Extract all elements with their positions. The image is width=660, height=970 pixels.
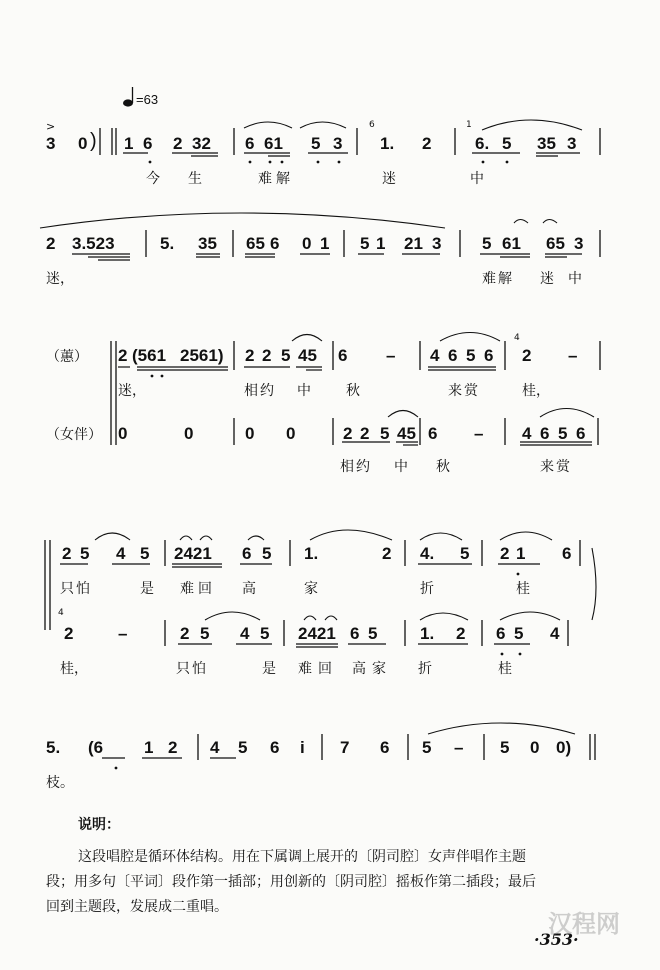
note: 45 [397, 424, 416, 443]
note: 2561) [180, 346, 224, 365]
lyric: 秋 [346, 383, 360, 399]
grace-note: 4 [514, 333, 520, 343]
note: 2 [46, 234, 56, 253]
note: 1 [124, 134, 134, 153]
note: 2 [456, 624, 466, 643]
lyric: 折 [418, 661, 432, 677]
lyric: 难回 [180, 581, 216, 597]
note: 6 [380, 738, 390, 757]
note: 6 [562, 544, 572, 563]
note: 6 [338, 346, 348, 365]
note: 3 [333, 134, 343, 153]
note: (6 [88, 738, 104, 757]
lyric: 难解 [258, 171, 294, 187]
lyric: 相约 [244, 383, 276, 399]
note: 5 [380, 424, 390, 443]
note: 2 [422, 134, 432, 153]
lyric: 秋 [436, 459, 450, 475]
lyric: 桂， [522, 383, 550, 399]
lyric: 家 [304, 581, 318, 597]
note: 6 [484, 346, 494, 365]
note: 4 [116, 544, 126, 563]
note: 2 [500, 544, 510, 563]
note: 2421 [298, 624, 336, 643]
lyric: 桂 [498, 661, 512, 677]
note: 5 [80, 544, 90, 563]
note: 5 [260, 624, 270, 643]
lyric: 迷 [382, 171, 396, 187]
note: 5 [482, 234, 492, 253]
note: 4 [550, 624, 560, 643]
note: 5 [466, 346, 476, 365]
note: 1 [320, 234, 330, 253]
note: 6 [270, 738, 280, 757]
note: 4 [210, 738, 220, 757]
note: 1 [376, 234, 386, 253]
note: 6 [245, 134, 255, 153]
note: 6 [242, 544, 252, 563]
note: 5 [500, 738, 510, 757]
paren-close: ) [90, 130, 97, 152]
note: 5 [262, 544, 272, 563]
note: 0 [302, 234, 312, 253]
note: (561 [132, 346, 167, 365]
note: 2 [168, 738, 178, 757]
note: 5 [502, 134, 512, 153]
note: 5. [46, 738, 61, 757]
note: 5 [368, 624, 378, 643]
note: 6 [576, 424, 586, 443]
lyric: 只怕 [60, 581, 92, 597]
note: 5 [140, 544, 150, 563]
note: 35 [537, 134, 556, 153]
lyric: 只怕 [176, 661, 208, 677]
notes-line-3: 回到主题段，发展成二重唱。 [46, 899, 228, 915]
note: 6. [475, 134, 490, 153]
note: 2 [343, 424, 353, 443]
note: 61 [264, 134, 283, 153]
note: 45 [298, 346, 317, 365]
note: 3 [567, 134, 577, 153]
note: 5 [460, 544, 470, 563]
note: 2 [118, 346, 128, 365]
lyric: 桂 [516, 581, 530, 597]
note: 6 [350, 624, 360, 643]
note: 5 [558, 424, 568, 443]
note: 0 [245, 424, 255, 443]
note: 1. [380, 134, 395, 153]
note: 5 [281, 346, 291, 365]
note: 35 [198, 234, 217, 253]
note: 0 [78, 134, 88, 153]
part-label-female-chorus: （女伴） [46, 427, 102, 443]
lyric: 中 [297, 383, 311, 399]
note: 5 [311, 134, 321, 153]
note: – [118, 624, 128, 643]
note: 32 [192, 134, 211, 153]
lyric: 今 [146, 171, 160, 187]
note: 2421 [174, 544, 212, 563]
note: 6 [496, 624, 506, 643]
lyric: 桂， [60, 661, 88, 677]
lyric: 来赏 [540, 459, 572, 475]
tempo-marking: =63 [136, 92, 159, 107]
note: 6 [143, 134, 153, 153]
lyric: 生 [188, 171, 202, 187]
lyric: 高 [242, 581, 256, 597]
lyric: 高家 [352, 661, 392, 677]
note: 2 [64, 624, 74, 643]
lyric: 难解 [482, 271, 514, 287]
lyric: 迷 [540, 271, 554, 287]
note: 0 [530, 738, 540, 757]
note: 3 [432, 234, 442, 253]
lyric: 迷， [118, 383, 146, 399]
page-number: ·353· [534, 930, 579, 949]
note: – [474, 424, 484, 443]
note: 2 [62, 544, 72, 563]
note: 2 [522, 346, 532, 365]
grace-note: 1 [466, 120, 472, 130]
quarter-note-icon [123, 99, 133, 106]
note: 61 [502, 234, 521, 253]
note: 1. [420, 624, 435, 643]
note: 21 [404, 234, 423, 253]
note: 6 [448, 346, 458, 365]
note: 4. [420, 544, 435, 563]
notes-line-2: 段；用多句〔平词〕段作第一插部；用创新的〔阴司腔〕摇板作第二插段；最后 [46, 874, 536, 890]
note: 5 [238, 738, 248, 757]
note: 5. [160, 234, 175, 253]
note: 0 [118, 424, 128, 443]
note: 5 [514, 624, 524, 643]
note: 2 [180, 624, 190, 643]
lyric: 相约 [340, 459, 372, 475]
note: 65 [546, 234, 565, 253]
grace-note: 6 [369, 120, 375, 130]
note: 65 [246, 234, 265, 253]
lyric: 折 [420, 581, 434, 597]
lyric: 迷， [46, 271, 74, 287]
note: i [300, 738, 305, 757]
note: – [454, 738, 464, 757]
part-label-hui: （蕙） [46, 349, 88, 365]
note: 0 [286, 424, 296, 443]
note: 5 [200, 624, 210, 643]
note: 0 [184, 424, 194, 443]
note: 6 [270, 234, 280, 253]
lyric: 来赏 [448, 383, 480, 399]
lyric: 枝。 [46, 775, 74, 791]
lyric: 中 [470, 171, 484, 187]
note: 4 [240, 624, 250, 643]
note: 2 [173, 134, 183, 153]
note: 2 [382, 544, 392, 563]
lyric: 是 [262, 661, 276, 677]
note: 1. [304, 544, 319, 563]
note: 0) [556, 738, 572, 757]
note: 4 [430, 346, 440, 365]
note: 2 [360, 424, 370, 443]
lyric: 中 [568, 271, 582, 287]
notes-title: 说明： [78, 817, 120, 833]
lyric: 是 [140, 581, 154, 597]
note: 2 [262, 346, 272, 365]
note: 6 [540, 424, 550, 443]
note: 5 [422, 738, 432, 757]
note: 5 [360, 234, 370, 253]
lyric: 难回 [298, 661, 338, 677]
note: 2 [245, 346, 255, 365]
watermark-logo: 汉程网 [548, 910, 620, 938]
note: – [568, 346, 578, 365]
note: 6 [428, 424, 438, 443]
note: 3.523 [72, 234, 115, 253]
note: 3 [574, 234, 584, 253]
note: 3 [46, 134, 56, 153]
note: – [386, 346, 396, 365]
note: 1 [144, 738, 154, 757]
note: 4 [522, 424, 532, 443]
grace-note: 4 [58, 608, 64, 618]
note: 1 [516, 544, 526, 563]
note: 7 [340, 738, 350, 757]
notes-line-1: 这段唱腔是循环体结构。用在下属调上展开的〔阴司腔〕女声伴唱作主题 [78, 849, 526, 865]
lyric: 中 [394, 459, 408, 475]
accent-mark: > [46, 120, 56, 133]
